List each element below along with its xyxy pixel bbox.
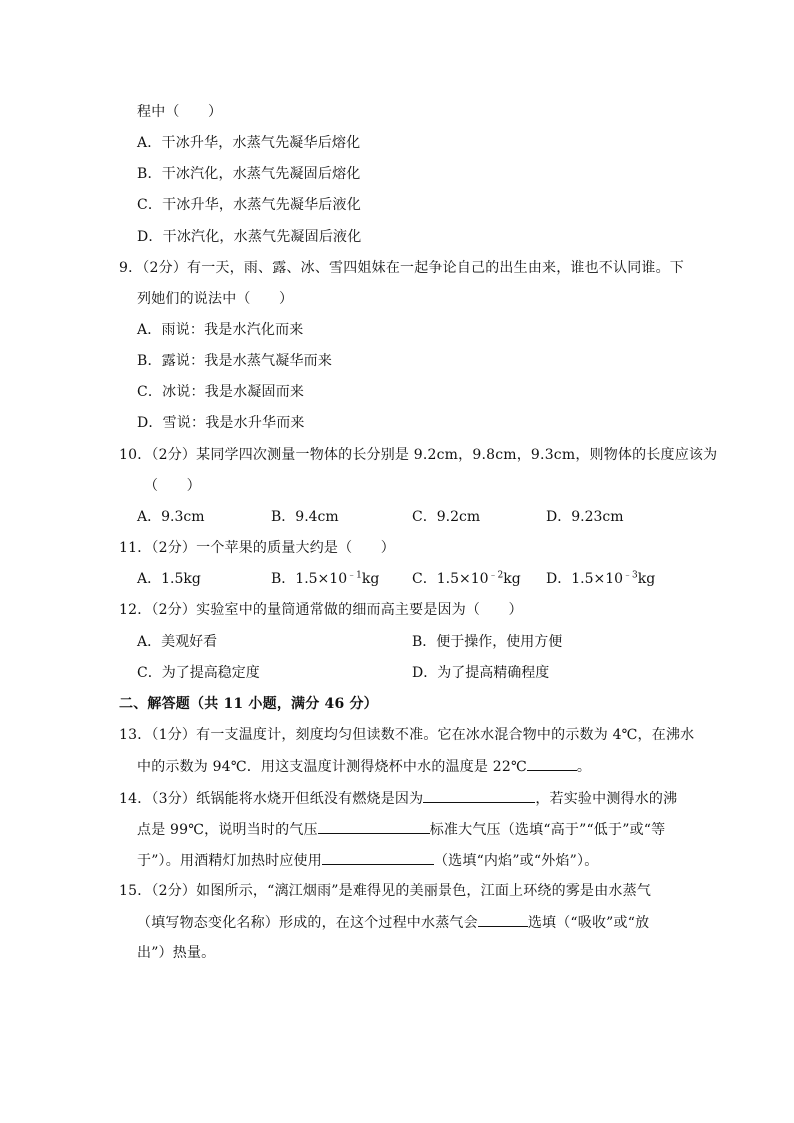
q12-option-d: D．为了提高精确程度 [412,665,550,681]
q8-option-d: D．干冰汽化，水蒸气先凝固后液化 [137,229,362,245]
q15-stem-line3: 出”）热量。 [137,945,216,961]
q11-option-d: D．$1.5\times 10^{﹣3}kg$ [546,570,656,587]
q13-stem-line2: 中的示数为 94℃．用这支温度计测得烧杯中水的温度是 22℃ 。 [137,756,591,777]
q14-stem-line3: 于”）。用酒精灯加热时应使用 （选填“内焰”或“外焰”）。 [137,850,598,871]
q14-answer-blank-2[interactable] [318,819,430,834]
q8-option-c: C．干冰升华，水蒸气先凝华后液化 [137,197,361,213]
q14-stem-line1: 14．（3分）纸锅能将水烧开但纸没有燃烧是因为 ，若实验中测得水的沸 [119,788,677,809]
q15-stem-line2: （填写物态变化名称）形成的，在这个过程中水蒸气会 选填（“吸收”或“放 [137,912,649,933]
q14-stem-line2: 点是 99℃，说明当时的气压 标准大气压（选填“高于”“低于”或“等 [137,819,665,840]
q12-option-c: C．为了提高稳定度 [137,665,260,681]
q14-answer-blank-3[interactable] [322,850,434,865]
q8-option-a: A．干冰升华，水蒸气先凝华后熔化 [137,135,361,151]
q9-option-c: C．冰说：我是水凝固而来 [137,384,305,400]
q15-stem-line1: 15．（2分）如图所示，“漓江烟雨”是难得见的美丽景色，江面上环绕的雾是由水蒸气 [119,883,652,899]
q10-stem-line1: 10．（2分）某同学四次测量一物体的长分别是 9.2cm，9.8cm，9.3cm，则物体的长度应该为 [119,447,718,463]
q13-answer-blank[interactable] [527,756,577,771]
q10-option-c: C．9.2cm [412,509,481,525]
q13-stem-line1: 13．（1分）有一支温度计，刻度均匀但读数不准。它在冰水混合物中的示数为 4℃，在沸水 [119,727,695,743]
q11-option-b: B．$1.5\times 10^{﹣1}kg$ [271,570,380,587]
section-heading: 二、解答题（共 11 小题，满分 46 分） [119,696,378,712]
q15-answer-blank[interactable] [478,912,528,927]
q9-stem-line2: 列她们的说法中（ ） [137,291,294,307]
q9-stem-line1: 9．（2分）有一天，雨、露、冰、雪四姐妹在一起争论自己的出生由来，谁也不认同谁。下 [119,260,685,276]
q10-option-d: D．9.23cm [546,509,624,525]
q9-option-b: B．露说：我是水蒸气凝华而来 [137,353,333,369]
q11-option-a: A．1.5kg [137,571,201,587]
q10-stem-line2: （ ） [144,478,201,494]
q9-option-d: D．雪说：我是水升华而来 [137,415,305,431]
q8-stem-continuation: 程中（ ） [137,104,223,120]
q8-option-b: B．干冰汽化，水蒸气先凝固后熔化 [137,166,361,182]
q10-option-a: A．9.3cm [137,509,205,525]
q9-option-a: A．雨说：我是水汽化而来 [137,322,304,338]
q12-stem: 12．（2分）实验室中的量筒通常做的细而高主要是因为（ ） [119,602,523,618]
q14-answer-blank-1[interactable] [423,788,535,803]
q12-option-a: A．美观好看 [137,634,218,650]
q12-option-b: B．便于操作，使用方便 [412,634,563,650]
q10-option-b: B．9.4cm [271,509,339,525]
q11-stem: 11．（2分）一个苹果的质量大约是（ ） [119,540,395,556]
q11-option-c: C．$1.5\times 10^{﹣2}kg$ [412,570,521,587]
